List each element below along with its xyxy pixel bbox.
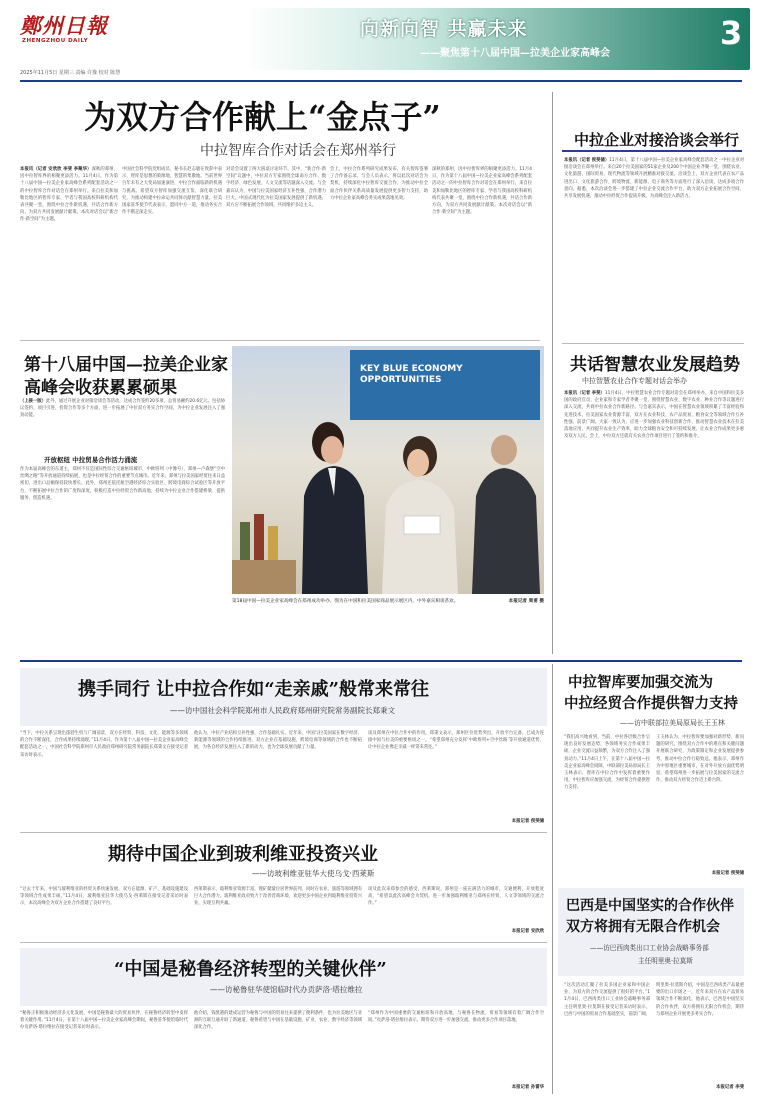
hand-col-1: “当下，中拉关系呈现出蓬勃生机与广阔前景，双方在经贸、科技、文化、能源等多领域的合作不断深化，合作成果持续涌现。”11月4日，作为第十八届中国—拉美企业家高峰会配套活动之一，中国社会科学院郑州市人民政府郑州研究院常务副院长郑秉文在接受记者采访时表示。 <box>20 731 188 758</box>
divider-agri <box>562 343 744 344</box>
agri-subtitle: 中拉智慧农业合作专题对话会举办 <box>582 377 687 385</box>
lead-title: 为双方合作献上“金点子” <box>84 98 441 136</box>
peru-col-2: 他介绍，钱凯港的建成运营为秘鲁与中国的贸易往来提供了便利条件，也为拉美地区与亚洲的互联互通开辟了新通道。秘鲁希望与中国在基础设施、矿业、农业、数字经济等领域深化合作。 <box>194 1011 362 1031</box>
banner-subtitle: ——聚焦第十八届中国—拉美企业家高峰会 <box>420 48 610 59</box>
trade-title: 中拉企业对接洽谈会举行 <box>574 131 740 149</box>
peru-col-1: “秘鲁正积极推动经济多元化发展，中国是秘鲁最大的贸易伙伴，在秘鲁经济转型中发挥着关键作用。”11月4日，在第十八届中国—拉美企业家高峰会期间，秘鲁驻华使馆临时代办贡萨洛·塔拉维拉在接受记者采访时表示。 <box>20 1011 188 1031</box>
agri-lead-in: 本报讯（记者 李斐） <box>564 391 605 396</box>
lead-col-2: 中国社会科学院党组成员、秘书长赵志敏在致辞中表示，智库是思想的策源地，智慧的集散地。当前世界百年未有之大变局加速演进，中拉合作面临新的机遇与挑战。希望双方智库加强交流互鉴，深化联合研究，为推动构建中拉命运共同体贡献智慧力量。拉美国家驻华使节代表表示，愿同中方一道，推动务实合作不断走深走实。 <box>122 167 222 216</box>
think-col-2: 王玉林认为，中拉智库要加强对新形势、新问题的研究，围绕双方合作中的难点和关键问题开展联合研究，为政策制定和企业发展提供参考，推动中拉合作行稳致远。他表示，郑州作为中原地区重要城市，在对外开放方面优势明显，希望郑州进一步拓展与拉美国家的交流合作，推动双方经贸合作迈上新台阶。 <box>656 735 744 784</box>
think-byline: 本报记者 侯斐储 <box>711 871 744 876</box>
results-para-1: （上接一版）此外，通过开展企业对接洽谈会等活动，达成合作签约20多项，总贸易额约20.6亿元。包括协议签约、项目引进、投资合作等多个方面，进一步拓展了中拉双方务实合作空间，为中拉企业发展注入了强劲动能。 <box>20 399 225 419</box>
results-lead-in: （上接一版） <box>20 399 46 404</box>
photo-banner-text: KEY BLUE ECONOMY OPPORTUNITIES <box>360 364 463 385</box>
trade-body: 本报讯（记者 侯斐储）11月4日，第十八届中国—拉美企业家高峰会配套活动之一中拉企业对接洽谈会在郑州举行。来自20个拉美国家的51家企业及200个中国企业齐聚一堂，围绕农业、文化旅游、国际贸易、现代物流等领域开展精准对接交流。洽谈会上，双方企业代表在农产品进出口、文化旅游合作、跨境物流、新能源、电子商务等方面进行了深入洽谈，达成多项合作意向。据悉，本次洽谈会进一步搭建了中拉企业交流合作平台，助力双方企业拓展合作空间、共享发展机遇，推动中拉经贸合作提质升级，为高峰会注入新活力。 <box>564 158 744 200</box>
news-photo <box>232 346 544 594</box>
lead-lead-in: 本报讯（记者 安欣欣 李斐 李聚华） <box>20 167 92 172</box>
brazil-byline: 本报记者 李斐 <box>716 1085 744 1090</box>
brazil-title-line1: 巴西是中国坚实的合作伙伴 <box>566 898 734 914</box>
banner-title: 向新向智 共赢未来 <box>360 18 528 40</box>
results-title-line1: 第十八届中国—拉美企业家 <box>24 355 228 375</box>
peru-byline: 本报记者 孙雷华 <box>511 1085 544 1090</box>
agri-body: 本报讯（记者 李斐）11月4日，中拉智慧农业合作专题对话会在郑州举办。来自中国和拉美多国的政府官员、企业家和专家学者齐聚一堂，围绕智慧农业、数字农业、种业合作等议题进行深入交流，共商中拉农业合作新路径。与会嘉宾表示，中国在智慧农业领域积累了丰富经验和先进技术，拉美国家农业资源丰富，双方在农业科技、农产品贸易、粮食安全等领域合作互补性强、前景广阔。大家一致认为，应进一步加强农业科技创新合作，推动智慧农业技术在拉美落地应用，共同提升农业生产效率，助力全球粮食安全和可持续发展，让农业合作成果更多惠及双方人民。会上，中拉双方还就有关农业合作项目进行了签约和推介。 <box>564 391 744 440</box>
bolivia-col-3: 谈及此次来郑参会的感受，西莱斯说，郑州是一座充满活力的城市，交通便利，开放程度高，“希望以此次高峰会为契机，进一步加强玻利维亚与郑州在经贸、人文等领域的交流合作。” <box>368 887 544 907</box>
bolivia-col-1: “过去十年来，中国与玻利维亚的经贸关系快速发展，双方在能源、矿产、基础设施建设等领域合作成果丰硕。”11月4日，玻利维亚驻华大使乌戈·西莱斯在接受记者采访时表示，本次高峰会为双方企业合作搭建了良好平台。 <box>20 887 188 907</box>
hand-subtitle: ——访中国社会科学院郑州市人民政府郑州研究院常务副院长郑秉文 <box>170 706 395 715</box>
results-para-2: 作为本届高峰会的东道主，郑州不仅是国际性综合交通枢纽城市，中欧班列（中豫号）、郑州—卢森堡“空中丝绸之路”等开放通道持续拓展，也是中拉经贸合作的重要节点城市。近年来，郑州与拉美国家经贸往来日益密切，进出口总额保持较快增长。此外，郑州还依托航空港经济综合实验区、跨境电商综合试验区等开放平台，不断拓展中拉合作的广度和深度，积极打造中拉经贸合作新高地，持续为中拉企业合作搭建桥梁、提供服务、创造机遇。 <box>20 467 225 501</box>
divider-vertical-mid <box>552 664 553 1094</box>
bolivia-title: 期待中国企业到玻利维亚投资兴业 <box>108 844 378 865</box>
lead-col-5: 深秋的郑州，因中拉智库界的相聚更添活力。11月4日，作为第十八届中国—拉美企业家高峰会系列配套活动之一的中拉智库合作对话会在郑州举行。来自拉美和加勒比地区的智库专家、学者与我国高校科研机构代表共聚一堂，围绕中拉合作新机遇，共话合作新方向，为双方共同发展献计献策。本次对话会以“新合作·新空间”为主题。 <box>432 167 532 216</box>
bolivia-byline: 本报记者 安欣欣 <box>511 929 544 934</box>
page-number: 3 <box>720 14 743 52</box>
hand-byline: 本报记者 侯斐储 <box>511 819 544 824</box>
brazil-subtitle-line1: ——访巴西肉类出口工业协会战略事务部 <box>590 944 709 952</box>
masthead-logo-en: ZHENGZHOU DAILY <box>22 38 89 44</box>
results-title-line2: 高峰会收获累累硕果 <box>24 378 177 398</box>
agri-title: 共话智慧农业发展趋势 <box>570 355 740 375</box>
think-col-1: “我们高兴地看到，当前，中拉各层级合作呈现出良好发展态势，各领域务实合作成果丰硕，企业交流日益频繁，为双方合作注入了强劲动力。”11月4日上午，在第十八届中国—拉美企业家高峰会间隙，中联部拉美局原局长王玉林表示，智库在中拉合作中发挥着重要作用，中拉智库应加强交流，为经贸合作提供智力支持。 <box>564 735 650 791</box>
masthead-logo: 鄭州日報 <box>20 13 108 38</box>
trade-lead-in: 本报讯（记者 侯斐储） <box>564 158 610 163</box>
photo-caption: 第18届中国—拉美企业家高峰会在郑州成功举办。图为在中国和拉美国家商品展示展区内，中外嘉宾相谈甚欢。 本报记者 周甫 摄 <box>232 599 544 604</box>
divider-vertical-right <box>552 92 553 654</box>
photo-credit: 本报记者 周甫 摄 <box>508 599 544 604</box>
brazil-col-2: 明里奥·拉莫斯介绍，中国是巴西肉类产品最重要的出口市场之一，近年来双方在农产品贸易领域合作不断深化。他表示，巴西是中国坚实的合作伙伴，双方将拥有无限合作机会，期待与郑州企业开展更多务实合作。 <box>656 983 744 1017</box>
bolivia-col-2: 西莱斯表示，玻利维亚资源丰富，锂矿储量位居世界前列，同时在农业、旅游等领域拥有巨大合作潜力。玻利维亚政府致力于改善营商环境，欢迎更多中国企业到玻利维亚投资兴业，实现互利共赢。 <box>194 887 362 907</box>
divider-results <box>20 340 540 341</box>
peru-col-3: “郑州作为中国重要的交通枢纽和开放高地，与秘鲁在物流、贸易等领域有着广阔合作空间。”贡萨洛·塔拉维拉表示，期待双方进一步加强交流，推动更多合作项目落地。 <box>368 1011 544 1024</box>
peru-subtitle: ——访秘鲁驻华使馆临时代办贡萨洛·塔拉维拉 <box>210 985 363 994</box>
lead-subtitle: 中拉智库合作对话会在郑州举行 <box>200 143 396 159</box>
hand-col-3: 谈及郑州在中拉合作中的作用，郑秉文表示，郑州区位优势突出，开放平台完备，已成为连接中国与拉美的重要枢纽之一。“希望郑州充分发挥‘中欧班列+空中丝路’等开放通道优势，让中拉企业像走亲戚一样常来常往。” <box>368 731 544 751</box>
think-title-line2: 中拉经贸合作提供智力支持 <box>564 695 738 712</box>
think-subtitle: ——访中联部拉美局原局长王玉林 <box>620 719 725 727</box>
bolivia-subtitle: ——访玻利维亚驻华大使乌戈·西莱斯 <box>252 869 375 878</box>
masthead-rule <box>20 80 742 82</box>
brazil-col-1: “这次活动汇聚了拉美多国企业家和中国企业，为双方的合作交流提供了很好的平台。”11月4日，巴西肉类出口工业协会战略事务部主任明里奥·拉莫斯在接受记者采访时表示，巴西与中国的贸易合作基础坚实，前景广阔。 <box>564 983 650 1017</box>
brazil-subtitle-line2: 主任明里奥·拉莫斯 <box>638 957 693 965</box>
results-section-head: 开放枢纽 中拉贸易合作活力涌流 <box>44 456 138 464</box>
divider-bolivia <box>20 832 547 833</box>
masthead <box>0 0 761 88</box>
think-title-line1: 中拉智库要加强交流为 <box>568 674 713 691</box>
divider-middle <box>20 660 742 662</box>
date-line: 2025年11月5日 星期三 责编 许豫 校对 陈慧 <box>20 70 121 76</box>
hand-title: 携手同行 让中拉合作如“走亲戚”般常来常往 <box>78 679 429 700</box>
peru-title: “中国是秘鲁经济转型的关键伙伴” <box>114 959 387 980</box>
photo-people <box>232 346 544 594</box>
divider-peru <box>20 942 547 943</box>
lead-col-3: 对话会设置了两大圆桌讨论环节。其中，“新合作·新空间”议题中，中拉双方专家围绕全球南方合作、数字经济、绿色发展、人文交流等话题深入交流。与会嘉宾认为，中国与拉美国家经济互补性强，合作潜力巨大，中国式现代化为拉美国家发展提供了新机遇，双方应不断拓展合作领域，共同维护多边主义。 <box>226 167 326 209</box>
lead-col-1: 本报讯（记者 安欣欣 李斐 李聚华）深秋的郑州，因中拉智库界的相聚更添活力。11月4日，作为第十八届中国—拉美企业家高峰会系列配套活动之一的中拉智库合作对话会在郑州举行。来自拉美和加勒比地区的智库专家、学者与我国高校科研机构代表共聚一堂，围绕中拉合作新机遇，共话合作新方向，为双方共同发展献计献策。本次对话会以“新合作·新空间”为主题。 <box>20 167 118 223</box>
brazil-title-line2: 双方将拥有无限合作机会 <box>566 919 720 935</box>
lead-col-4: 会上，中拉合作系列研究成果发布，有关智库签署了合作备忘录。与会人员表示，将以此次对话会为契机，持续深化中拉智库交流合作，为推动中拉全面合作伙伴关系高质量发展提供更多智力支持，助力中拉企业家高峰会务实成果落地见效。 <box>330 167 428 201</box>
hand-col-2: 他认为，中拉产业结构互补性强，合作基础扎实。近年来，中国与拉美国家在数字经济、新能源等领域的合作持续推进，双方企业在基础设施、跨境电商等领域的合作也不断拓展，为各自经济发展注入了新的动力，也为全球发展贡献了力量。 <box>194 731 362 751</box>
trade-title-underline <box>562 150 742 152</box>
